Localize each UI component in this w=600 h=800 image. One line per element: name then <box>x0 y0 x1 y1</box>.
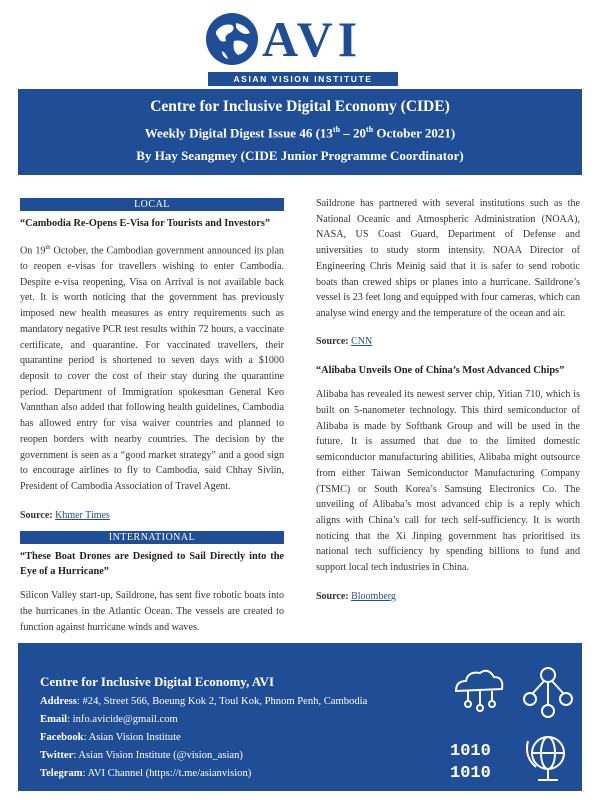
footer-contact-lines <box>40 693 420 783</box>
local-source: Source: Khmer Times <box>20 509 110 521</box>
local-paragraph: On 19th October, the Cambodian government announced its plan to reopen e-visas for travellers wishing to enter Cambodia. Despite e-visa reopening, Visa on Arrival is not available back yet. It is worth noticing that the government has previously imposed new health measures as entry requirements such as mandatory negative PCR test results within 72 hours, a vaccinate certificate, and quarantine. For vaccinated travellers, their quarantine period is shortened to seven days with a $1000 deposit to cover the cost of their stay during the quarantine period. Department of Immigration spokesman General Keo Vannthan also added that following health guidelines, Cambodia has allowed entry for visa waiver countries and planned to reopen borders with nearby countries. The decision by the government is seen as a “good market strategy” and a good sign to encourage airlines to fly to Cambodia, said Chhay Sivlin, President of Cambodia Association of Travel Agent. <box>20 244 284 492</box>
world-stand-icon <box>527 737 564 780</box>
footer-icons <box>448 655 578 785</box>
globe-icon <box>204 11 260 67</box>
alibaba-source-link[interactable]: Bloomberg <box>351 590 396 602</box>
section-local: LOCAL <box>20 198 284 211</box>
alibaba-paragraph: Alibaba has revealed its newest server chip, Yitian 710, which is built on 5-nanometer technology. This third semiconductor of Alibaba is made by Softbank Group and will be used in the future. It is assumed that due to the limited domestic semiconductor manufacturing abilities, Alibaba might outsource from either Taiwan Semiconductor Manufacturing Company (TSMC) or South Korea’s Samsung Electronics Co. The unveiling of Alibaba’s most advanced chip is a reply which aligns with China’s call for tech self-sufficiency. It is worth noticing that the Xi Jinping government has prioritised its national tech sufficiency by spending billions to fund and support local tech industries in China. <box>316 389 580 574</box>
logo-subtitle: ASIAN VISION INSTITUTE <box>208 72 398 86</box>
svg-text:1010: 1010 <box>450 764 491 783</box>
logo-name: AVI <box>262 11 363 67</box>
alibaba-headline: “Alibaba Unveils One of China’s Most Advanced Chips” <box>316 365 565 377</box>
footer-email: Email: info.avicide@gmail.com <box>40 714 178 725</box>
section-international: INTERNATIONAL <box>20 531 284 544</box>
title-banner <box>18 89 582 175</box>
footer-twitter: Twitter: Asian Vision Institute (@vision_asian) <box>40 750 243 761</box>
international-paragraph-continued: Saildrone has partnered with several institutions such as the National Oceanic and Atmospheric Administration (NOAA), NASA, US Coast Guard, Department of Defense and universities to study storm intensity. NOAA Director of Engineering Chris Meinig said that it is safer to send robotic boats than crewed ships or planes into a hurricane. Saildrone’s vessel is 23 feet long and equipped with four cameras, which can analyse wind energy and the temperature of the ocean and air. <box>316 198 580 319</box>
local-headline: “Cambodia Re-Opens E-Visa for Tourists and Investors” <box>20 218 271 229</box>
people-network-icon <box>524 668 572 717</box>
right-column <box>316 196 580 604</box>
contact-footer <box>18 643 582 791</box>
local-source-link[interactable]: Khmer Times <box>55 509 110 521</box>
left-column <box>20 198 284 635</box>
footer-address: Address: #24, Street 566, Boeung Kok 2, Toul Kok, Phnom Penh, Cambodia <box>40 696 368 707</box>
international-headline: “These Boat Drones are Designed to Sail Directly into the Eye of a Hurricane” <box>20 551 284 578</box>
banner-author: By Hay Seangmey (CIDE Junior Programme Coordinator) <box>136 148 464 164</box>
banner-title: Centre for Inclusive Digital Economy (CIDE) <box>150 98 450 115</box>
network-cloud-icon <box>456 671 502 711</box>
international-source: Source: CNN <box>316 335 373 347</box>
header-logo <box>0 8 600 82</box>
banner-issue: Weekly Digital Digest Issue 46 (13th – 20th October 2021) <box>144 125 456 141</box>
international-paragraph: Silicon Valley start-up, Saildrone, has sent five robotic boats into the hurricanes in the Atlantic Ocean. The vessels are created to function against hurricane winds and waves. <box>20 590 284 633</box>
international-source-link[interactable]: CNN <box>351 335 373 347</box>
footer-title: Centre for Inclusive Digital Economy, AVI <box>40 674 275 689</box>
svg-text:1010: 1010 <box>450 742 491 761</box>
alibaba-source: Source: Bloomberg <box>316 590 396 602</box>
footer-facebook: Facebook: Asian Vision Institute <box>40 732 181 743</box>
binary-icon <box>450 742 491 783</box>
footer-telegram: Telegram: AVI Channel (https://t.me/asianvision) <box>40 768 252 779</box>
